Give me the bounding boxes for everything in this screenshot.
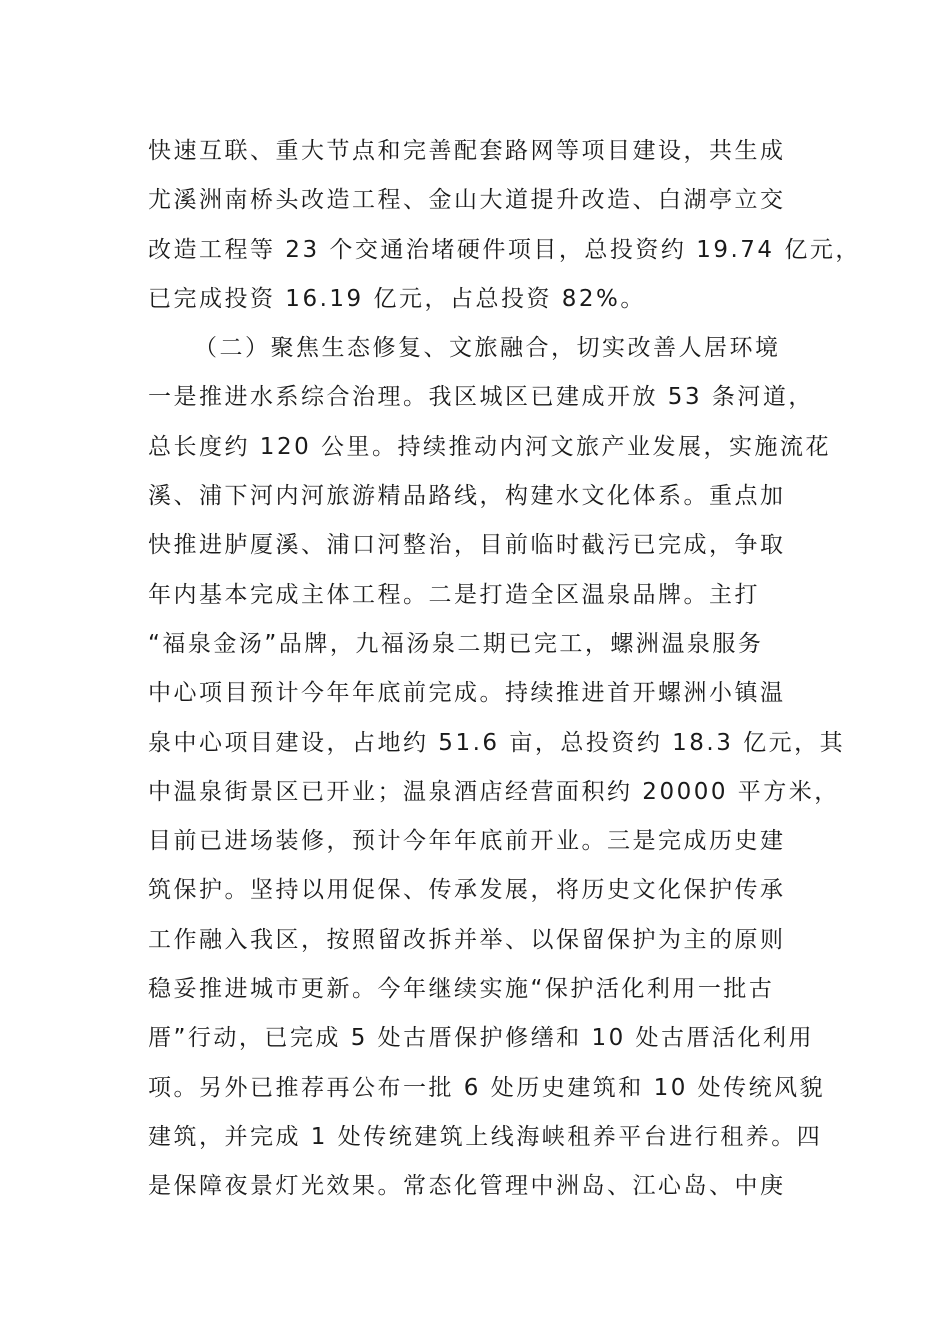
text-line: 总长度约 120 公里。持续推动内河文旅产业发展，实施流花: [148, 433, 832, 460]
text-line: 快推进胪厦溪、浦口河整治，目前临时截污已完成，争取: [148, 532, 786, 559]
text-line: 快速互联、重大节点和完善配套路网等项目建设，共生成: [148, 138, 786, 164]
text-line: 厝”行动，已完成 5 处古厝保护修缮和 10 处古厝活化利用: [148, 1025, 815, 1052]
text-line: 中心项目预计今年年底前完成。持续推进首开螺洲小镇温: [148, 680, 786, 707]
text-line: 项。另外已推荐再公布一批 6 处历史建筑和 10 处传统风貌: [148, 1074, 826, 1101]
text-line: 工作融入我区，按照留改拆并举、以保留保护为主的原则: [148, 926, 786, 953]
text-line: 泉中心项目建设，占地约 51.6 亩，总投资约 18.3 亿元，其: [148, 729, 846, 756]
text-line: 溪、浦下河内河旅游精品路线，构建水文化体系。重点加: [148, 483, 786, 510]
text-line: 一是推进水系综合治理。我区城区已建成开放 53 条河道，: [148, 384, 814, 411]
text-line: 已完成投资 16.19 亿元，占总投资 82%。: [148, 285, 646, 312]
body-text: [148, 127, 861, 1212]
text-line: 年内基本完成主体工程。二是打造全区温泉品牌。主打: [148, 581, 760, 608]
text-line: 改造工程等 23 个交通治堵硬件项目，总投资约 19.74 亿元，: [148, 236, 861, 263]
text-line: 建筑，并完成 1 处传统建筑上线海峡租养平台进行租养。四: [148, 1123, 823, 1150]
text-line: 目前已进场装修，预计今年年底前开业。三是完成历史建: [148, 828, 786, 855]
text-line: “福泉金汤”品牌，九福汤泉二期已完工，螺洲温泉服务: [148, 630, 764, 657]
text-line: 尤溪洲南桥头改造工程、金山大道提升改造、白湖亭立交: [148, 187, 786, 214]
text-line: 是保障夜景灯光效果。常态化管理中洲岛、江心岛、中庚: [148, 1173, 786, 1200]
text-line: 中温泉街景区已开业；温泉酒店经营面积约 20000 平方米，: [148, 778, 840, 805]
text-line: 筑保护。坚持以用促保、传承发展，将历史文化保护传承: [148, 877, 786, 904]
section-heading: （二）聚焦生态修复、文旅融合，切实改善人居环境: [194, 335, 781, 362]
text-line: 稳妥推进城市更新。今年继续实施“保护活化利用一批古: [148, 976, 775, 1003]
